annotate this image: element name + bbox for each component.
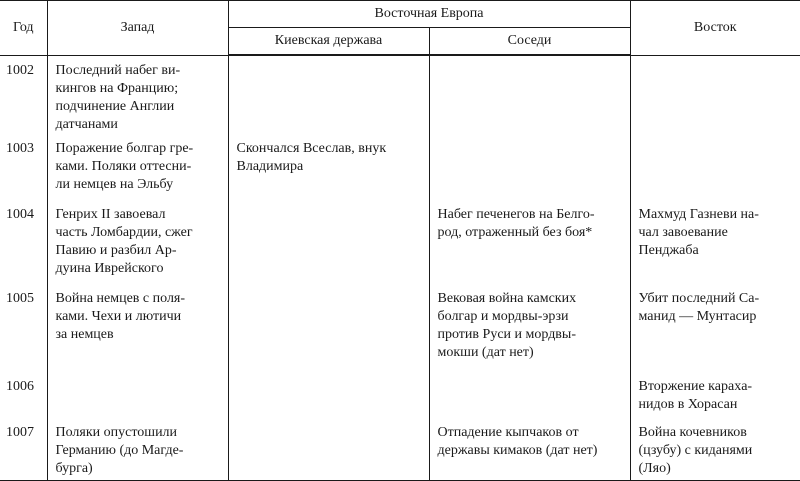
year-cell: 1006	[6, 379, 34, 394]
table-row	[0, 284, 800, 372]
year-cell: 1007	[0, 418, 47, 481]
west-cell: Война немцев с поля- ками. Чехи и лютичи за немцев	[47, 284, 228, 372]
table-row	[0, 56, 800, 135]
west-cell: Последний набег ви- кингов на Францию; подчинение Англии датчанами	[47, 56, 228, 135]
table-row	[0, 134, 800, 200]
table-header	[0, 1, 800, 56]
neighbors-cell: Отпадение кыпчаков от державы кимаков (дат нет)	[429, 418, 630, 481]
east-cell	[630, 134, 800, 200]
header-year: Год	[0, 1, 47, 55]
table-body	[0, 56, 800, 481]
year-cell: 1002	[6, 63, 34, 78]
west-cell: Генрих II завоевал часть Ломбардии, сжег Павию и разбил Ар- дуина Иврейского	[47, 200, 228, 284]
header-neighbors: Соседи	[429, 28, 630, 55]
neighbors-cell	[429, 56, 630, 135]
header-east: Восток	[630, 1, 800, 55]
kiev-cell	[228, 200, 429, 284]
neighbors-cell: Вековая война камских болгар и мордвы-эрзи против Руси и мордвы- мокши (дат нет)	[429, 284, 630, 372]
kiev-cell: Скончался Всеслав, внук Владимира	[228, 134, 429, 200]
east-cell: Война кочевников (цзубу) с киданями (Ляо)	[630, 418, 800, 481]
header-kievan-state: Киевская держава	[228, 28, 429, 55]
kiev-cell	[228, 284, 429, 372]
table-row	[0, 200, 800, 284]
west-cell: Поляки опустошили Германию (до Магде- бурга)	[47, 418, 228, 481]
neighbors-cell: Набег печенегов на Белго- род, отраженный без боя*	[429, 200, 630, 284]
neighbors-cell	[429, 134, 630, 200]
west-cell	[47, 372, 228, 418]
year-cell: 1003	[6, 141, 34, 156]
east-cell: Убит последний Са- манид — Мунтасир	[630, 284, 800, 372]
neighbors-cell	[429, 372, 630, 418]
kiev-cell	[228, 418, 429, 481]
header-west: Запад	[47, 1, 228, 55]
year-cell: 1004	[6, 207, 34, 222]
west-cell: Поражение болгар гре- ками. Поляки оттесни- ли немцев на Эльбу	[47, 134, 228, 200]
table-row	[0, 372, 800, 418]
kiev-cell	[228, 56, 429, 135]
east-cell: Махмуд Газневи на- чал завоевание Пенджаба	[630, 200, 800, 284]
kiev-cell	[228, 372, 429, 418]
table-row	[0, 418, 800, 481]
year-cell: 1005	[6, 291, 34, 306]
east-cell: Вторжение карахa- нидов в Хорасан	[630, 372, 800, 418]
east-cell	[630, 56, 800, 135]
header-eastern-europe: Восточная Европа	[228, 1, 630, 28]
